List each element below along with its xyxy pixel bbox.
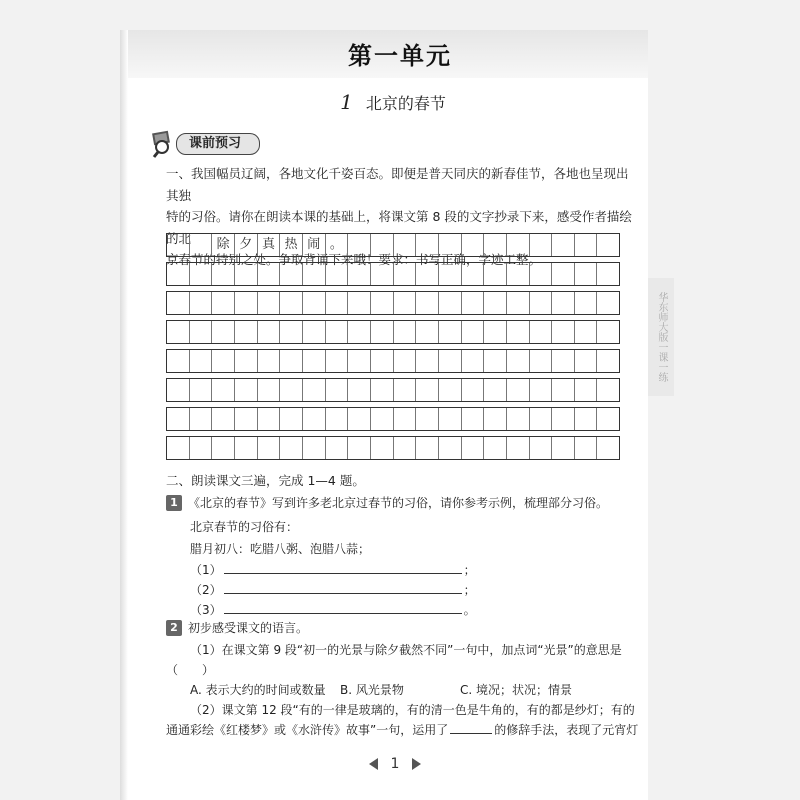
answer-line[interactable] bbox=[224, 562, 462, 574]
grid-cell[interactable] bbox=[484, 234, 507, 256]
grid-cell[interactable] bbox=[212, 263, 235, 285]
item-1-example: 腊月初八：吃腊八粥、泡腊八蒜； bbox=[190, 542, 371, 556]
lesson-name: 北京的春节 bbox=[365, 94, 446, 113]
grid-cell[interactable] bbox=[439, 321, 462, 343]
grid-cell[interactable] bbox=[258, 292, 281, 314]
grid-row bbox=[166, 262, 620, 286]
grid-cell[interactable] bbox=[597, 263, 619, 285]
grid-cell[interactable] bbox=[575, 350, 598, 372]
grid-cell[interactable] bbox=[575, 234, 598, 256]
grid-cell[interactable] bbox=[462, 292, 485, 314]
grid-cell[interactable]: 热 bbox=[280, 234, 303, 256]
grid-cell[interactable] bbox=[280, 292, 303, 314]
grid-cell[interactable] bbox=[484, 379, 507, 401]
grid-row bbox=[166, 291, 620, 315]
grid-cell[interactable] bbox=[235, 408, 258, 430]
grid-cell[interactable] bbox=[462, 350, 485, 372]
item-2-sub-1: （1）在课文第 9 段“初一的光景与除夕截然不同”一句中，加点词“光景”的意思是 bbox=[190, 643, 622, 657]
grid-cell[interactable] bbox=[212, 321, 235, 343]
grid-cell[interactable] bbox=[575, 321, 598, 343]
grid-cell[interactable] bbox=[258, 350, 281, 372]
item-1-number: 1 bbox=[166, 495, 182, 511]
grid-cell[interactable] bbox=[280, 408, 303, 430]
grid-cell[interactable] bbox=[439, 408, 462, 430]
unit-title: 第一单元 bbox=[348, 42, 452, 70]
grid-cell[interactable] bbox=[167, 234, 190, 256]
grid-cell[interactable] bbox=[348, 379, 371, 401]
grid-cell[interactable] bbox=[235, 437, 258, 459]
grid-cell[interactable] bbox=[348, 408, 371, 430]
grid-cell[interactable] bbox=[371, 292, 394, 314]
grid-cell[interactable] bbox=[348, 263, 371, 285]
grid-cell[interactable] bbox=[212, 437, 235, 459]
grid-row bbox=[166, 407, 620, 431]
rhetoric-blank[interactable] bbox=[450, 722, 492, 734]
grid-cell[interactable] bbox=[530, 234, 553, 256]
grid-cell[interactable] bbox=[416, 350, 439, 372]
grid-cell[interactable] bbox=[439, 292, 462, 314]
option-a[interactable]: A. 表示大约的时间或数量 bbox=[190, 683, 326, 697]
grid-cell[interactable] bbox=[167, 263, 190, 285]
item-2-sub-2b bbox=[166, 721, 638, 738]
grid-cell[interactable] bbox=[416, 321, 439, 343]
grid-cell[interactable] bbox=[552, 437, 575, 459]
q1-line-2: 特的习俗。请你在朗读本课的基础上，将课文第 8 段的文字抄录下来，感受作者描绘的北 bbox=[166, 209, 632, 246]
question-2-title: 二、朗读课文三遍，完成 1—4 题。 bbox=[166, 473, 365, 488]
grid-cell[interactable] bbox=[190, 321, 213, 343]
blank-end: ； bbox=[463, 563, 476, 577]
grid-cell[interactable] bbox=[507, 234, 530, 256]
grid-cell[interactable] bbox=[258, 263, 281, 285]
grid-cell[interactable] bbox=[530, 350, 553, 372]
grid-cell[interactable] bbox=[597, 292, 619, 314]
grid-cell[interactable] bbox=[326, 292, 349, 314]
grid-cell[interactable] bbox=[439, 437, 462, 459]
grid-cell[interactable] bbox=[507, 408, 530, 430]
blank-end: ； bbox=[463, 583, 476, 597]
grid-cell[interactable] bbox=[326, 437, 349, 459]
grid-cell[interactable] bbox=[552, 234, 575, 256]
grid-cell[interactable] bbox=[303, 292, 326, 314]
section-preview bbox=[150, 128, 262, 158]
grid-cell[interactable] bbox=[507, 437, 530, 459]
grid-cell[interactable] bbox=[280, 263, 303, 285]
grid-cell[interactable] bbox=[462, 379, 485, 401]
grid-cell[interactable] bbox=[394, 263, 417, 285]
grid-cell[interactable] bbox=[552, 321, 575, 343]
grid-cell[interactable] bbox=[190, 234, 213, 256]
grid-cell[interactable] bbox=[348, 321, 371, 343]
item-2-number: 2 bbox=[166, 620, 182, 636]
grid-cell[interactable] bbox=[484, 292, 507, 314]
grid-cell[interactable] bbox=[439, 234, 462, 256]
grid-cell[interactable] bbox=[303, 263, 326, 285]
grid-cell[interactable] bbox=[462, 408, 485, 430]
grid-cell[interactable] bbox=[552, 379, 575, 401]
grid-cell[interactable] bbox=[258, 437, 281, 459]
grid-cell[interactable] bbox=[167, 292, 190, 314]
option-b[interactable]: B. 风光景物 bbox=[340, 683, 404, 697]
grid-cell[interactable] bbox=[190, 350, 213, 372]
grid-cell[interactable] bbox=[258, 408, 281, 430]
grid-cell[interactable] bbox=[326, 379, 349, 401]
grid-cell[interactable] bbox=[212, 379, 235, 401]
option-c[interactable]: C. 境况；状况；情景 bbox=[460, 683, 573, 697]
grid-cell[interactable] bbox=[507, 321, 530, 343]
grid-row bbox=[166, 436, 620, 460]
q1-line-1: 一、我国幅员辽阔，各地文化千姿百态。即便是普天同庆的新春佳节，各地也呈现出其独 bbox=[166, 166, 629, 203]
grid-cell[interactable] bbox=[371, 408, 394, 430]
grid-cell[interactable] bbox=[235, 321, 258, 343]
grid-cell[interactable] bbox=[303, 437, 326, 459]
grid-cell[interactable] bbox=[439, 350, 462, 372]
item-2-text: 初步感受课文的语言。 bbox=[188, 621, 309, 635]
grid-cell[interactable] bbox=[190, 263, 213, 285]
answer-line[interactable] bbox=[224, 582, 462, 594]
grid-cell[interactable] bbox=[507, 350, 530, 372]
grid-cell[interactable] bbox=[416, 379, 439, 401]
item-2-sub-2: （2）课文第 12 段“有的一律是玻璃的，有的清一色是牛角的，有的都是纱灯；有的 bbox=[190, 703, 635, 717]
grid-cell[interactable] bbox=[530, 379, 553, 401]
q1-line-3: 京春节的特别之处。争取背诵下来哦！要求：书写正确，字迹工整。 bbox=[166, 252, 542, 267]
grid-cell[interactable] bbox=[439, 379, 462, 401]
grid-cell[interactable] bbox=[167, 379, 190, 401]
grid-cell[interactable] bbox=[212, 350, 235, 372]
grid-cell[interactable] bbox=[552, 350, 575, 372]
grid-cell[interactable] bbox=[597, 408, 619, 430]
grid-cell[interactable] bbox=[258, 321, 281, 343]
grid-cell[interactable] bbox=[394, 321, 417, 343]
grid-cell[interactable]: 除 bbox=[212, 234, 235, 256]
grid-cell[interactable] bbox=[530, 437, 553, 459]
grid-cell[interactable] bbox=[597, 234, 619, 256]
grid-cell[interactable] bbox=[371, 379, 394, 401]
grid-cell[interactable] bbox=[597, 350, 619, 372]
grid-cell[interactable] bbox=[190, 379, 213, 401]
grid-cell[interactable] bbox=[484, 437, 507, 459]
grid-cell[interactable] bbox=[235, 263, 258, 285]
grid-cell[interactable] bbox=[394, 408, 417, 430]
grid-cell[interactable] bbox=[530, 263, 553, 285]
next-page-icon[interactable] bbox=[412, 758, 421, 770]
grid-cell[interactable] bbox=[507, 263, 530, 285]
grid-cell[interactable] bbox=[552, 408, 575, 430]
grid-cell[interactable] bbox=[303, 350, 326, 372]
grid-cell[interactable] bbox=[416, 437, 439, 459]
grid-cell[interactable] bbox=[280, 437, 303, 459]
grid-cell[interactable] bbox=[348, 234, 371, 256]
grid-cell[interactable] bbox=[326, 321, 349, 343]
grid-cell[interactable] bbox=[507, 292, 530, 314]
grid-cell[interactable] bbox=[597, 379, 619, 401]
side-tab: 华东师大版一课一练 bbox=[648, 278, 674, 396]
prev-page-icon[interactable] bbox=[369, 758, 378, 770]
page-number: 1 bbox=[390, 756, 400, 772]
blank-line-3[interactable] bbox=[190, 601, 476, 618]
item-1 bbox=[166, 494, 608, 511]
blank-label: （3） bbox=[190, 603, 222, 617]
grid-cell[interactable] bbox=[484, 263, 507, 285]
grid-cell[interactable]: 夕 bbox=[235, 234, 258, 256]
grid-cell[interactable] bbox=[484, 350, 507, 372]
answer-line[interactable] bbox=[224, 602, 462, 614]
grid-cell[interactable] bbox=[394, 350, 417, 372]
sub2b-pre: 通通彩绘《红楼梦》或《水浒传》故事”一句，运用了 bbox=[166, 723, 449, 737]
grid-cell[interactable]: 。 bbox=[326, 234, 349, 256]
grid-cell[interactable] bbox=[371, 437, 394, 459]
page-shadow bbox=[120, 30, 128, 800]
grid-cell[interactable] bbox=[575, 408, 598, 430]
grid-cell[interactable] bbox=[394, 379, 417, 401]
grid-cell[interactable] bbox=[235, 379, 258, 401]
grid-cell[interactable] bbox=[167, 408, 190, 430]
item-2 bbox=[166, 619, 308, 636]
grid-cell[interactable] bbox=[462, 321, 485, 343]
grid-cell[interactable] bbox=[484, 321, 507, 343]
grid-cell[interactable] bbox=[484, 408, 507, 430]
item-1-text: 《北京的春节》写到许多老北京过春节的习俗，请你参考示例，梳理部分习俗。 bbox=[188, 496, 609, 510]
grid-cell[interactable] bbox=[235, 292, 258, 314]
grid-cell[interactable] bbox=[416, 263, 439, 285]
grid-cell[interactable] bbox=[371, 263, 394, 285]
answer-paren[interactable]: （ ） bbox=[166, 663, 215, 677]
page-footer bbox=[0, 756, 790, 772]
grid-cell[interactable] bbox=[212, 408, 235, 430]
grid-cell[interactable] bbox=[394, 234, 417, 256]
sub2b-post: 的修辞手法，表现了元宵灯 bbox=[494, 723, 639, 737]
grid-row bbox=[166, 378, 620, 402]
grid-cell[interactable] bbox=[530, 321, 553, 343]
grid-cell[interactable] bbox=[348, 350, 371, 372]
grid-cell[interactable] bbox=[258, 379, 281, 401]
grid-cell[interactable] bbox=[597, 437, 619, 459]
grid-cell[interactable] bbox=[235, 350, 258, 372]
grid-cell[interactable] bbox=[167, 321, 190, 343]
grid-cell[interactable] bbox=[280, 350, 303, 372]
grid-cell[interactable] bbox=[462, 234, 485, 256]
grid-cell[interactable] bbox=[303, 408, 326, 430]
grid-cell[interactable] bbox=[167, 437, 190, 459]
lesson-number: 1 bbox=[340, 90, 353, 114]
grid-cell[interactable] bbox=[280, 321, 303, 343]
book-magnifier-icon bbox=[150, 128, 180, 158]
grid-cell[interactable] bbox=[280, 379, 303, 401]
grid-row bbox=[166, 349, 620, 373]
grid-cell[interactable] bbox=[416, 408, 439, 430]
grid-cell[interactable] bbox=[348, 292, 371, 314]
grid-cell[interactable] bbox=[552, 263, 575, 285]
grid-cell[interactable] bbox=[530, 408, 553, 430]
blank-end: 。 bbox=[463, 603, 476, 617]
grid-cell[interactable] bbox=[190, 292, 213, 314]
grid-cell[interactable] bbox=[416, 234, 439, 256]
grid-row bbox=[166, 233, 620, 257]
grid-cell[interactable] bbox=[326, 350, 349, 372]
grid-cell[interactable] bbox=[530, 292, 553, 314]
grid-cell[interactable] bbox=[190, 437, 213, 459]
grid-cell[interactable] bbox=[575, 379, 598, 401]
grid-cell[interactable] bbox=[326, 263, 349, 285]
grid-cell[interactable] bbox=[416, 292, 439, 314]
grid-row bbox=[166, 320, 620, 344]
grid-cell[interactable] bbox=[371, 321, 394, 343]
blank-label: （2） bbox=[190, 583, 222, 597]
grid-cell[interactable] bbox=[439, 263, 462, 285]
blank-line-2[interactable] bbox=[190, 581, 476, 598]
grid-cell[interactable] bbox=[348, 437, 371, 459]
blank-label: （1） bbox=[190, 563, 222, 577]
grid-cell[interactable] bbox=[371, 234, 394, 256]
lesson-title bbox=[0, 90, 786, 114]
grid-cell[interactable] bbox=[212, 292, 235, 314]
grid-cell[interactable] bbox=[597, 321, 619, 343]
grid-cell[interactable] bbox=[462, 437, 485, 459]
grid-cell[interactable] bbox=[167, 350, 190, 372]
grid-cell[interactable] bbox=[394, 292, 417, 314]
grid-cell[interactable]: 真 bbox=[258, 234, 281, 256]
grid-cell[interactable] bbox=[552, 292, 575, 314]
grid-cell[interactable] bbox=[575, 263, 598, 285]
grid-cell[interactable]: 闹 bbox=[303, 234, 326, 256]
grid-cell[interactable] bbox=[326, 408, 349, 430]
section-label: 课前预习 bbox=[176, 133, 260, 155]
grid-cell[interactable] bbox=[371, 350, 394, 372]
grid-cell[interactable] bbox=[190, 408, 213, 430]
grid-cell[interactable] bbox=[303, 379, 326, 401]
blank-line-1[interactable] bbox=[190, 561, 476, 578]
grid-cell[interactable] bbox=[575, 292, 598, 314]
item-1-lead: 北京春节的习俗有： bbox=[190, 520, 299, 534]
grid-cell[interactable] bbox=[575, 437, 598, 459]
grid-cell[interactable] bbox=[462, 263, 485, 285]
grid-cell[interactable] bbox=[507, 379, 530, 401]
grid-cell[interactable] bbox=[394, 437, 417, 459]
grid-cell[interactable] bbox=[303, 321, 326, 343]
